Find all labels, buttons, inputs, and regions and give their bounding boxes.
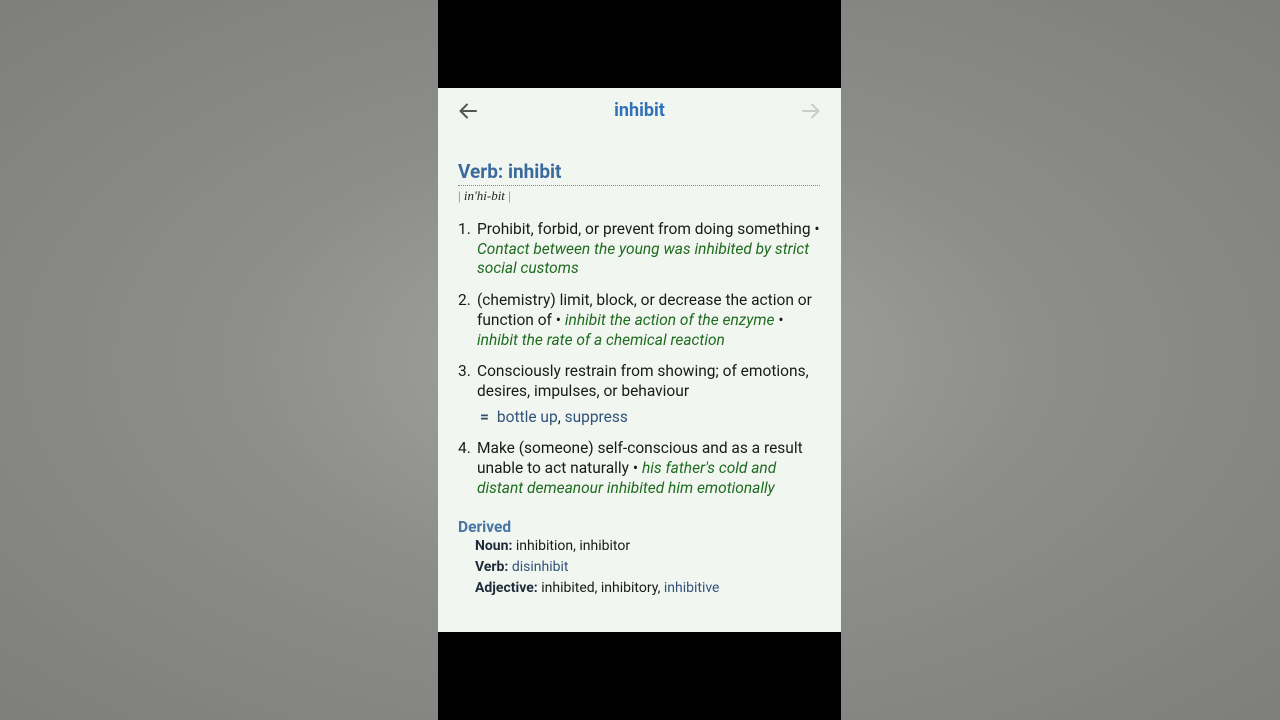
example-bullet: • bbox=[555, 310, 562, 329]
derived-word[interactable]: inhibition bbox=[515, 538, 574, 555]
example-bullet: • bbox=[814, 220, 820, 238]
top-app-bar bbox=[438, 88, 841, 134]
derived-noun-row bbox=[458, 536, 820, 557]
example-bullet: • bbox=[632, 459, 639, 478]
dictionary-screen bbox=[438, 88, 841, 632]
sense-number: 2. bbox=[458, 291, 471, 310]
example-text: inhibit the rate of a chemical reaction bbox=[477, 330, 725, 349]
sense-number: 3. bbox=[458, 362, 471, 381]
separator: , bbox=[594, 579, 598, 596]
example-text: Contact between the young was inhibited by strict social customs bbox=[477, 239, 810, 278]
derived-label: Noun: bbox=[475, 538, 513, 555]
sense-definition: Consciously restrain from showing; of emotions, desires, impulses, or behaviour bbox=[477, 362, 809, 400]
sense-definition: Prohibit, forbid, or prevent from doing something bbox=[477, 220, 811, 238]
pronunciation bbox=[458, 188, 820, 204]
sense-item bbox=[458, 220, 820, 279]
separator: , bbox=[657, 579, 661, 596]
phone-frame bbox=[438, 0, 841, 720]
page-title: inhibit bbox=[614, 100, 665, 121]
derived-label: Verb: bbox=[475, 559, 509, 576]
sense-item bbox=[458, 439, 820, 498]
sense-list bbox=[458, 220, 820, 498]
example-bullet: • bbox=[778, 310, 784, 329]
part-of-speech-heading: Verb: inhibit bbox=[458, 160, 820, 186]
synonym-marker: = bbox=[480, 407, 489, 426]
derived-word[interactable]: disinhibit bbox=[511, 559, 569, 576]
forward-button[interactable] bbox=[799, 99, 823, 123]
separator: , bbox=[573, 538, 576, 555]
derived-label: Adjective: bbox=[475, 579, 538, 596]
example-text: his father's cold and distant demeanour inhibited him emotionally bbox=[477, 459, 777, 497]
sense-item bbox=[458, 362, 820, 427]
derived-verb-row bbox=[458, 557, 820, 578]
sense-number: 1. bbox=[458, 220, 471, 238]
derived-heading: Derived bbox=[458, 518, 512, 537]
sense-definition: (chemistry) limit, block, or decrease the action or function of bbox=[477, 291, 812, 329]
synonym-link[interactable]: bottle up bbox=[496, 407, 558, 426]
sense-number: 4. bbox=[458, 439, 471, 458]
synonym-row bbox=[477, 408, 820, 428]
arrow-right-icon bbox=[799, 99, 823, 123]
synonym-separator: , bbox=[557, 407, 561, 426]
pron-bar: | bbox=[508, 188, 511, 203]
derived-adjective-row bbox=[458, 578, 820, 599]
pronunciation-text: in'hi-bit bbox=[463, 188, 505, 203]
derived-word[interactable]: inhibitor bbox=[579, 538, 631, 555]
derived-word[interactable]: inhibitive bbox=[663, 579, 720, 596]
entry-content bbox=[458, 160, 820, 598]
example-text: inhibit the action of the enzyme bbox=[564, 310, 775, 329]
derived-word[interactable]: inhibited bbox=[541, 579, 595, 596]
sense-item bbox=[458, 291, 820, 350]
sense-definition: Make (someone) self-conscious and as a result unable to act naturally bbox=[477, 439, 803, 478]
pron-bar: | bbox=[458, 188, 461, 203]
synonym-link[interactable]: suppress bbox=[564, 407, 628, 426]
derived-word[interactable]: inhibitory bbox=[600, 579, 658, 596]
